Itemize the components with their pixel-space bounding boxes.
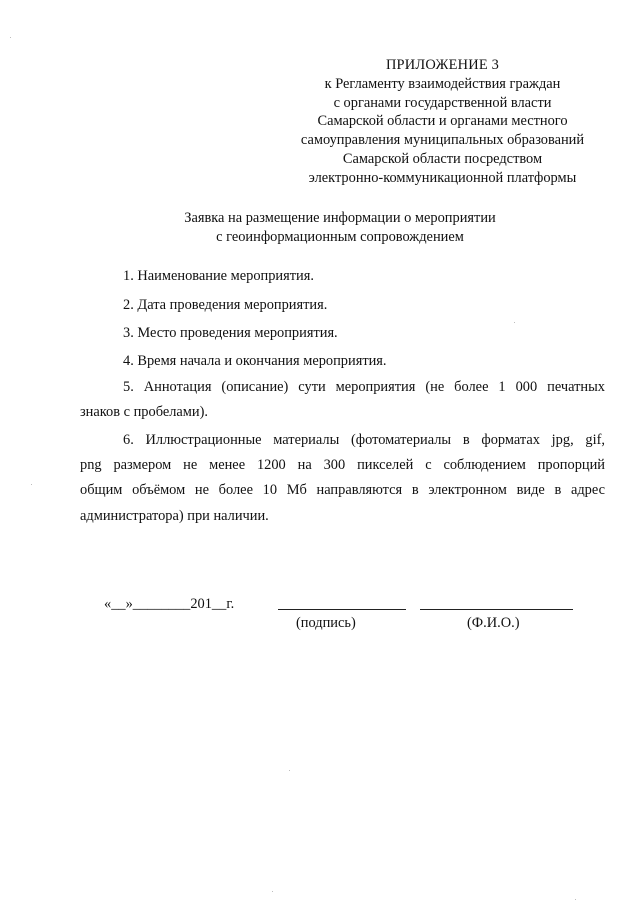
scan-speck (514, 322, 515, 323)
appendix-line: Самарской области посредством (342, 150, 543, 167)
item-illustrations-line: png размером не менее 1200 на 300 пикселей с соблюдением пропорций (80, 457, 605, 474)
appendix-line: с органами государственной власти (333, 94, 552, 111)
item-illustrations-line: 6. Иллюстрационные материалы (фотоматериалы в форматах jpg, gif, (123, 432, 605, 448)
item-annotation-line: знаков с пробелами). (80, 404, 208, 421)
heading-line-2: с геоинформационным сопровождением (216, 229, 464, 245)
signature-caption: (подпись) (296, 615, 356, 631)
appendix-title: ПРИЛОЖЕНИЕ 3 (385, 57, 500, 73)
date-field: «__»________201__г. (104, 596, 235, 612)
item-illustrations-line: администратора) при наличии. (80, 507, 269, 524)
signature-line (278, 609, 406, 610)
heading-line-1: Заявка на размещение информации о мероприятии (184, 210, 496, 226)
item-event-time: 4. Время начала и окончания мероприятия. (123, 353, 387, 369)
scan-speck (272, 891, 273, 892)
scan-speck (575, 899, 576, 900)
scan-speck (10, 37, 11, 38)
item-event-date: 2. Дата проведения мероприятия. (123, 297, 328, 313)
item-annotation-line: 5. Аннотация (описание) сути мероприятия (не более 1 000 печатных (123, 379, 605, 395)
appendix-line: Самарской области и органами местного (317, 113, 568, 130)
item-illustrations-line: общим объёмом не более 10 Мб направляются в электронном виде в адрес (80, 482, 605, 499)
appendix-line: самоуправления муниципальных образований (300, 132, 585, 149)
scan-speck (31, 484, 32, 485)
item-illustrations (80, 428, 605, 529)
scan-speck (289, 770, 290, 771)
name-line (420, 609, 573, 610)
item-event-name: 1. Наименование мероприятия. (123, 268, 314, 284)
signature-block (104, 596, 584, 636)
appendix-header (290, 56, 595, 188)
appendix-line: электронно-коммуникационной платформы (308, 169, 577, 186)
appendix-line: к Регламенту взаимодействия граждан (324, 75, 561, 92)
item-annotation (80, 375, 605, 425)
item-event-place: 3. Место проведения мероприятия. (123, 325, 338, 341)
document-heading (130, 209, 550, 247)
name-caption: (Ф.И.О.) (467, 615, 520, 631)
